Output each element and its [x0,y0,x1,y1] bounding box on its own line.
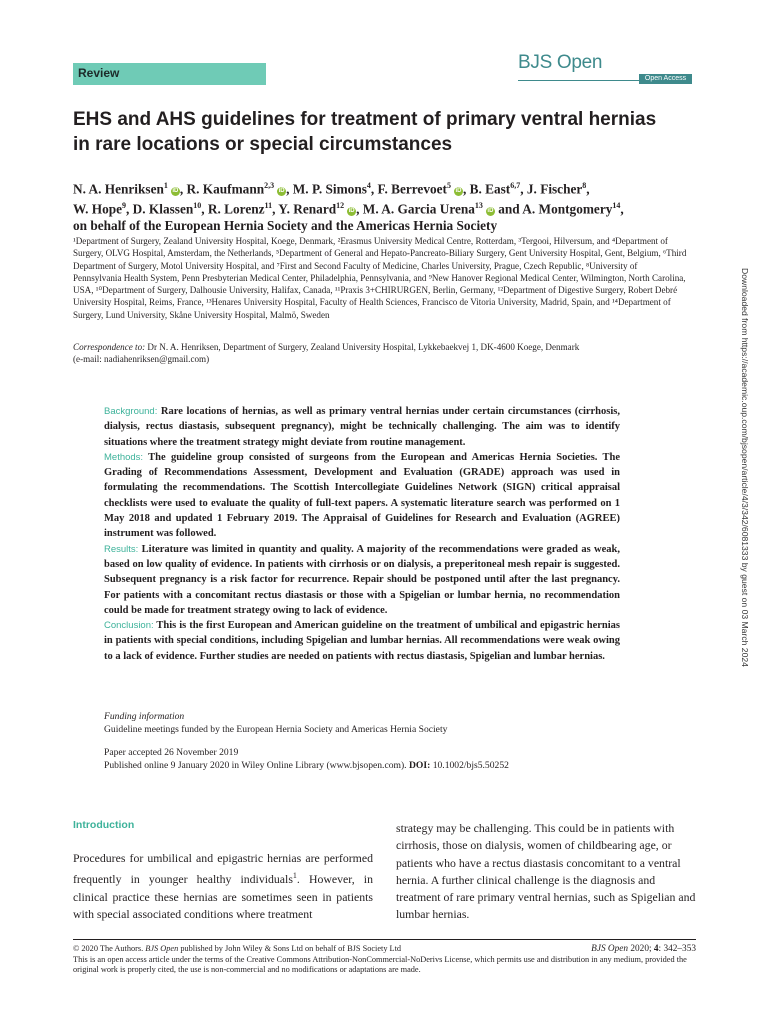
orcid-icon[interactable]: iD [455,188,462,195]
logo-underline [518,80,639,81]
abstract-conclusion: This is the first European and American guideline on the treatment of umbilical and epigastric hernias in patients with special conditions, including Spigelian and lumbar hernias. All recommendations were weak owing to a lack of evidence. Further studies are needed on patients with rectus diastasis, Spigelian and lumbar hernias. [104,620,620,662]
abstract-background: Rare locations of hernias, as well as primary ventral hernias under certain circumstances (cirrhosis, dialysis, rectus diastasis, subsequent pregnancy), might be technically challenging. The aim was to identify situations where the treatment strategy might deviate from routine management. [104,406,620,448]
affiliation-sup: 1 [163,181,168,190]
footer-divider [73,939,696,940]
affiliation-sup: 8 [582,181,587,190]
affiliation-sup: 9 [122,200,127,210]
abstract-methods-heading: Methods: [104,451,144,463]
publication-dates [104,747,644,773]
author-name[interactable]: , F. Berrevoet [370,181,447,197]
intro-text: . However, in clinical practice these hernias are sometimes seen in patients with special associated conditions where treatment [73,872,373,922]
author-name[interactable]: , D. Klassen [126,201,194,217]
author-name[interactable]: , Y. Renard [272,201,337,217]
abstract-results-heading: Results: [104,543,139,555]
citation-volume: 4 [653,944,659,954]
correspondence [73,341,687,366]
orcid-icon[interactable]: iD [172,188,179,195]
copyright-2: published by John Wiley & Sons Ltd on behalf of BJS Society Ltd [178,944,402,953]
affiliation-sup: 12 [336,200,345,210]
affiliation-sup: 2,3 [264,181,275,190]
author-name[interactable]: W. Hope [73,201,123,217]
author-list [73,178,703,234]
affiliation-sup: 6,7 [510,181,521,190]
funding-label: Funding information [104,711,185,722]
author-name[interactable]: , J. Fischer [520,181,583,197]
citation-pages: : 342–353 [658,944,696,954]
correspondence-email[interactable]: (e-mail: nadiahenriksen@gmail.com) [73,354,210,365]
orcid-icon[interactable]: iD [487,208,494,215]
orcid-icon[interactable]: iD [278,188,285,195]
author-name[interactable]: , R. Lorenz [201,201,265,217]
affiliation-sup: 11 [264,200,273,210]
introduction-right-column: strategy may be challenging. This could be in patients with cirrhosis, those on dialysis, women of childbearing age, or patients who have a rectus diastasis concomitant to a ventral hernia. A further clinical challenge is the diagnosis and treatment of rare primary ventral hernias, such as Spigelian and lumbar hernias. [396,821,696,922]
abstract-background-heading: Background: [104,406,158,417]
author-name[interactable]: and A. Montgomery [494,201,613,217]
introduction-heading: Introduction [73,819,135,831]
author-behalf: on behalf of the European Hernia Society and the Americas Hernia Society [73,217,498,233]
affiliations: ¹Department of Surgery, Zealand University Hospital, Koege, Denmark, ²Erasmus University Medical Centre, Rotterdam, ³Tergooi, Hilversum, and ⁴Department of Surgery, OLVG Hospital, Amsterdam, the Netherlands, ⁵Department of General and Hepato-Pancreato-Biliary Surgery, Gent University Hospital, Gent, Belgium, ⁶Third Department of Surgery, Motol University Hospital, and ⁷First and Second Faculty of Medicine, Charles University, Prague, Czech Republic, ⁸University of Pennsylvania Health System, Penn Presbyterian Medical Center, Philadelphia, Pennsylvania, and ⁹New Hanover Regional Medical Center, Wilmington, North Carolina, USA, ¹⁰Department of Surgery, Dalhousie University, Halifax, Canada, ¹¹Praxis 3+CHIRURGEN, Berlin, Germany, ¹²Department of Digestive Surgery, Robert Debré University Hospital, Reims, France, ¹³Henares University Hospital, Faculty of Health Sciences, Francisco de Vitoria University, Madrid, Spain, and ¹⁴Department of Surgery, Lund University, Skåne University Hospital, Malmö, Sweden [73,236,687,320]
author-separator: , [586,181,590,197]
journal-logo-text: BJS Open [518,52,603,73]
copyright-journal: BJS Open [145,944,179,953]
page-footer [73,944,696,976]
open-access-badge: Open Access [639,74,692,84]
download-watermark [740,268,750,768]
section-label: Review [78,66,120,80]
author-separator: , [620,201,624,217]
abstract-methods: The guideline group consisted of surgeons from the European and Americas Hernia Societies. The Grading of Recommendations Assessment, Development and Evaluation (GRADE) approach was used in formulating the recommendations. The Scottish Intercollegiate Guidelines Network (SIGN) critical appraisal checklists were used to evaluate the quality of full-text papers. A systematic literature search was performed on 1 May 2018 and updated 1 February 2019. The Appraisal of Guidelines for Research and Evaluation (AGREE) instrument was followed. [104,451,620,540]
correspondence-text: Dr N. A. Henriksen, Department of Surgery, Zealand University Hospital, Lykkebaekvej 1, DK-4600 Koege, Denmark [145,342,580,352]
doi-link[interactable]: 10.1002/bjs5.50252 [430,759,509,771]
author-name[interactable]: , M. A. Garcia Urena [356,201,475,217]
correspondence-label: Correspondence to: [73,342,146,352]
download-note: Downloaded from https://academic.oup.com/bjsopen/article/4/3/342/6081333 by guest on 03 March 2024 [740,268,750,667]
abstract-conclusion-heading: Conclusion: [104,620,154,632]
affiliation-sup: 4 [366,181,371,190]
author-name[interactable]: N. A. Henriksen [73,181,164,197]
funding-text: Guideline meetings funded by the European Hernia Society and Americas Hernia Society [104,723,448,735]
affiliation-sup: 10 [193,200,202,210]
citation-year: 2020; [628,944,654,954]
article-title: EHS and AHS guidelines for treatment of primary ventral hernias in rare locations or special circumstances [73,109,657,155]
journal-logo[interactable] [518,52,692,82]
affiliation-sup: 14 [612,200,621,210]
author-name[interactable]: , M. P. Simons [286,181,367,197]
affiliation-sup: 13 [474,200,483,210]
accepted-date: Paper accepted 26 November 2019 [104,747,239,758]
citation [591,944,696,955]
reference-sup[interactable]: 1 [292,871,297,881]
orcid-icon[interactable]: iD [348,208,355,215]
abstract [104,404,620,664]
section-label-bar [73,63,266,85]
published-date: Published online 9 January 2020 in Wiley Online Library (www.bjsopen.com). [104,759,409,771]
author-name[interactable]: , B. East [462,181,511,197]
author-name[interactable]: , R. Kaufmann [179,181,265,197]
citation-journal: BJS Open [591,944,629,954]
doi-label: DOI: [408,759,431,771]
funding-info [104,711,604,736]
introduction-left-column [73,850,373,924]
license-text: This is an open access article under the terms of the Creative Commons Attribution-NonCommercial-NoDerivs License, which permits use and distribution in any medium, provided the original work is properly cited, the use is non-commercial and no modifications or adaptations are made. [73,954,687,975]
intro-text: Procedures for umbilical and epigastric hernias are performed frequently in younger healthy individuals [73,851,373,887]
affiliation-sup: 5 [446,181,451,190]
copyright-1: © 2020 The Authors. [73,944,146,953]
abstract-results: Literature was limited in quantity and quality. A majority of the recommendations were graded as weak, based on low quality of evidence. In patients with cirrhosis or on dialysis, a preperitoneal mesh repair is suggested. Subsequent pregnancy is a risk factor for recurrence. Repair should be postponed until after the last pregnancy. For patients with a concomitant rectus diastasis or those with a Spigelian or lumbar hernia, no recommendation could be made for treatment strategy owing to lack of evidence. [104,543,620,616]
